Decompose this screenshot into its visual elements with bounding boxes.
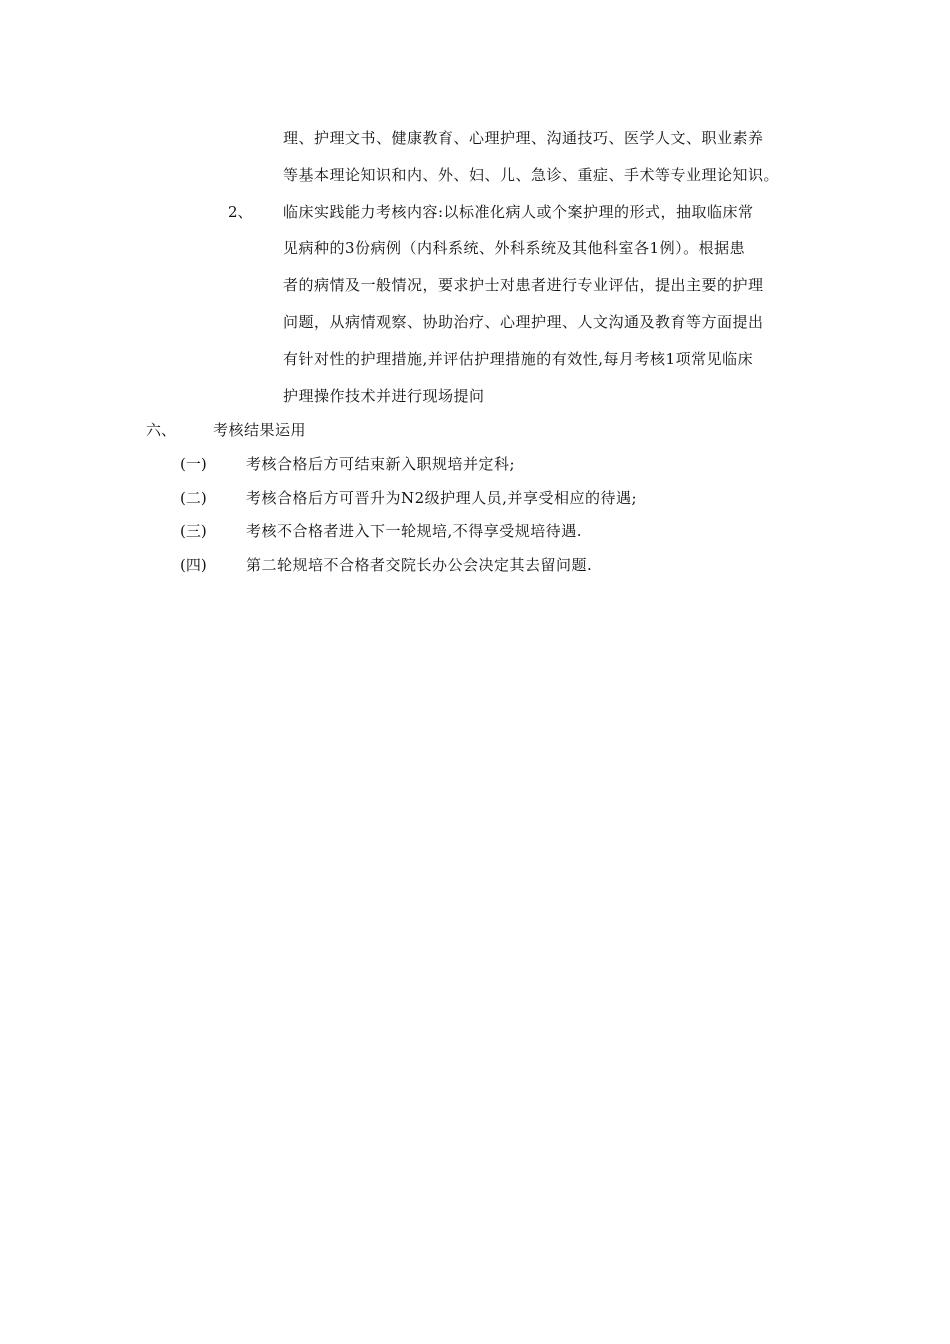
section6-item-4-text: 第二轮规培不合格者交院长办公会决定其去留问题. (246, 556, 593, 574)
section6-title: 考核结果运用 (213, 421, 307, 439)
section6-item-4-number: (四) (180, 556, 207, 574)
item2-line-6: 护理操作技术并进行现场提问 (283, 387, 485, 405)
section6-item-1-number: (一) (180, 455, 207, 473)
item1-line-1: 理、护理文书、健康教育、心理护理、沟通技巧、医学人文、职业素养 (283, 129, 764, 147)
section6-item-3-number: (三) (180, 522, 207, 540)
item2-line-3: 者的病情及一般情况，要求护士对患者进行专业评估，提出主要的护理 (283, 276, 764, 294)
section6-item-2-number: (二) (180, 489, 207, 507)
item2-line-5: 有针对性的护理措施,并评估护理措施的有效性,每月考核1项常见临床 (283, 350, 754, 368)
item2-number: 2、 (228, 203, 253, 221)
item2-line-1: 临床实践能力考核内容:以标准化病人或个案护理的形式，抽取临床常 (283, 203, 754, 221)
item2-line-4: 问题，从病情观察、协助治疗、心理护理、人文沟通及教育等方面提出 (283, 313, 764, 331)
section6-item-2-text: 考核合格后方可晋升为N2级护理人员,并享受相应的待遇; (246, 489, 637, 507)
item2-line-2: 见病种的3份病例（内科系统、外科系统及其他科室各1例）。根据患 (283, 239, 746, 257)
item1-line-2: 等基本理论知识和内、外、妇、儿、急诊、重症、手术等专业理论知识。 (283, 166, 780, 184)
section6-number: 六、 (146, 421, 177, 439)
section6-item-3-text: 考核不合格者进入下一轮规培,不得享受规培待遇. (246, 522, 583, 540)
section6-item-1-text: 考核合格后方可结束新入职规培并定科; (246, 455, 516, 473)
